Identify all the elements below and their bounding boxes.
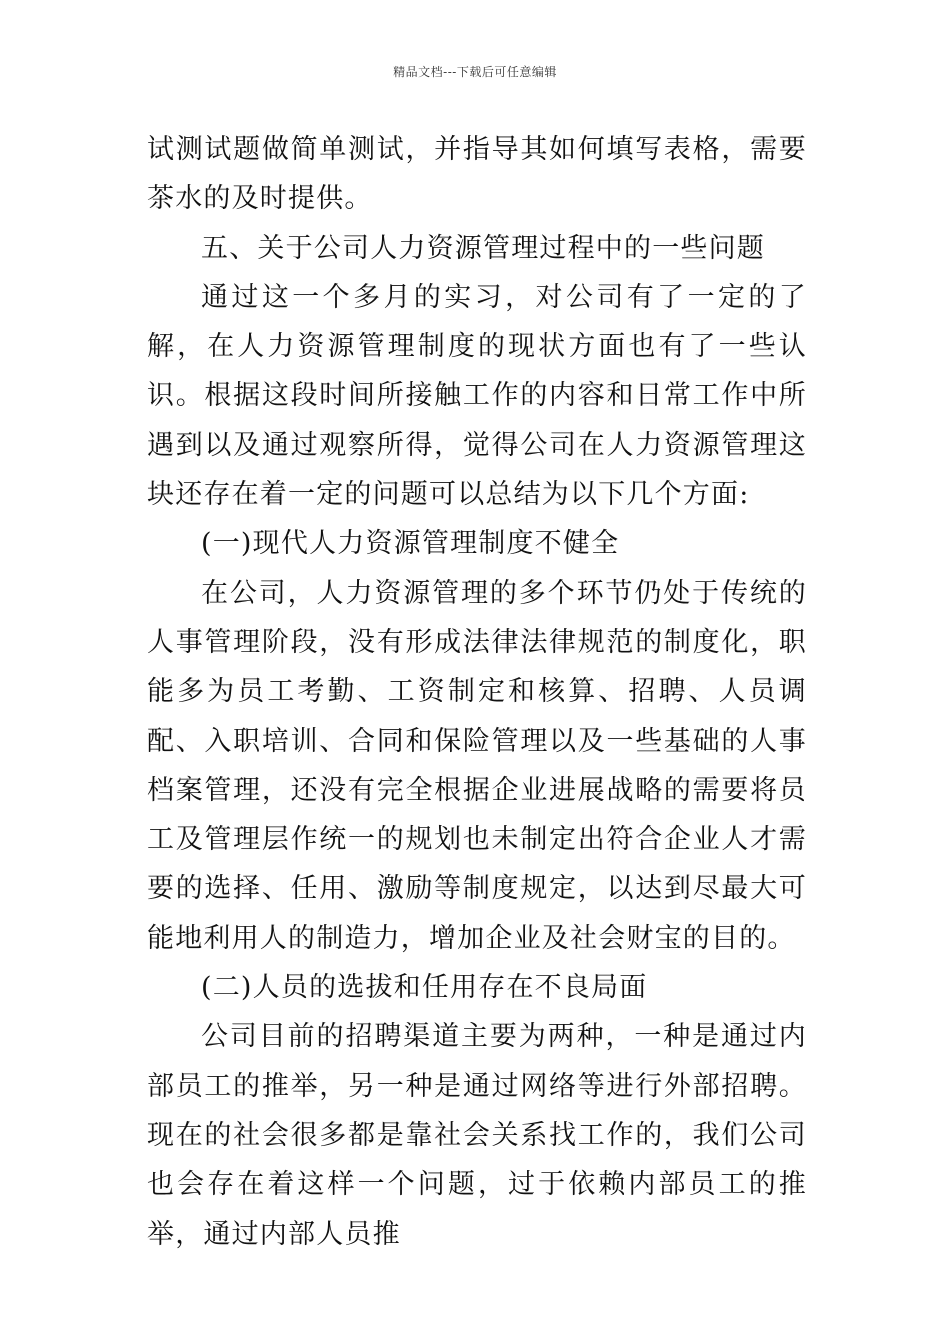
subheading-1: (一)现代人力资源管理制度不健全 (201, 528, 620, 560)
section-heading-5: 五、关于公司人力资源管理过程中的一些问题 (201, 232, 765, 264)
paragraph-2: 通过这一个多月的实习，对公司有了一定的了解，在人力资源管理制度的现状方面也有了一些认识。根据这段时间所接触工作的内容和日常工作中所遇到以及通过观察所得，觉得公司在人力资源管理这块还存在着一定的问题可以总结为以下几个方面: (147, 281, 807, 511)
paragraph-1: 试测试题做简单测试，并指导其如何填写表格，需要茶水的及时提供。 (147, 134, 807, 215)
paragraph-4: 公司目前的招聘渠道主要为两种，一种是通过内部员工的推举，另一种是通过网络等进行外部招聘。现在的社会很多都是靠社会关系找工作的，我们公司也会存在着这样一个问题，过于依赖内部员工的推举，通过内部人员推 (147, 1021, 807, 1250)
paragraph-3: 在公司，人力资源管理的多个环节仍处于传统的人事管理阶段，没有形成法律法律规范的制度化，职能多为员工考勤、工资制定和核算、招聘、人员调配、入职培训、合同和保险管理以及一些基础的人事档案管理，还没有完全根据企业进展战略的需要将员工及管理层作统一的规划也未制定出符合企业人才需要的选择、任用、激励等制度规定，以达到尽最大可能地利用人的制造力，增加企业及社会财宝的目的。 (147, 577, 807, 954)
document-body (147, 125, 807, 1259)
page-header: 精品文档---下载后可任意编辑 (393, 65, 557, 79)
subheading-2: (二)人员的选拔和任用存在不良局面 (201, 972, 648, 1004)
